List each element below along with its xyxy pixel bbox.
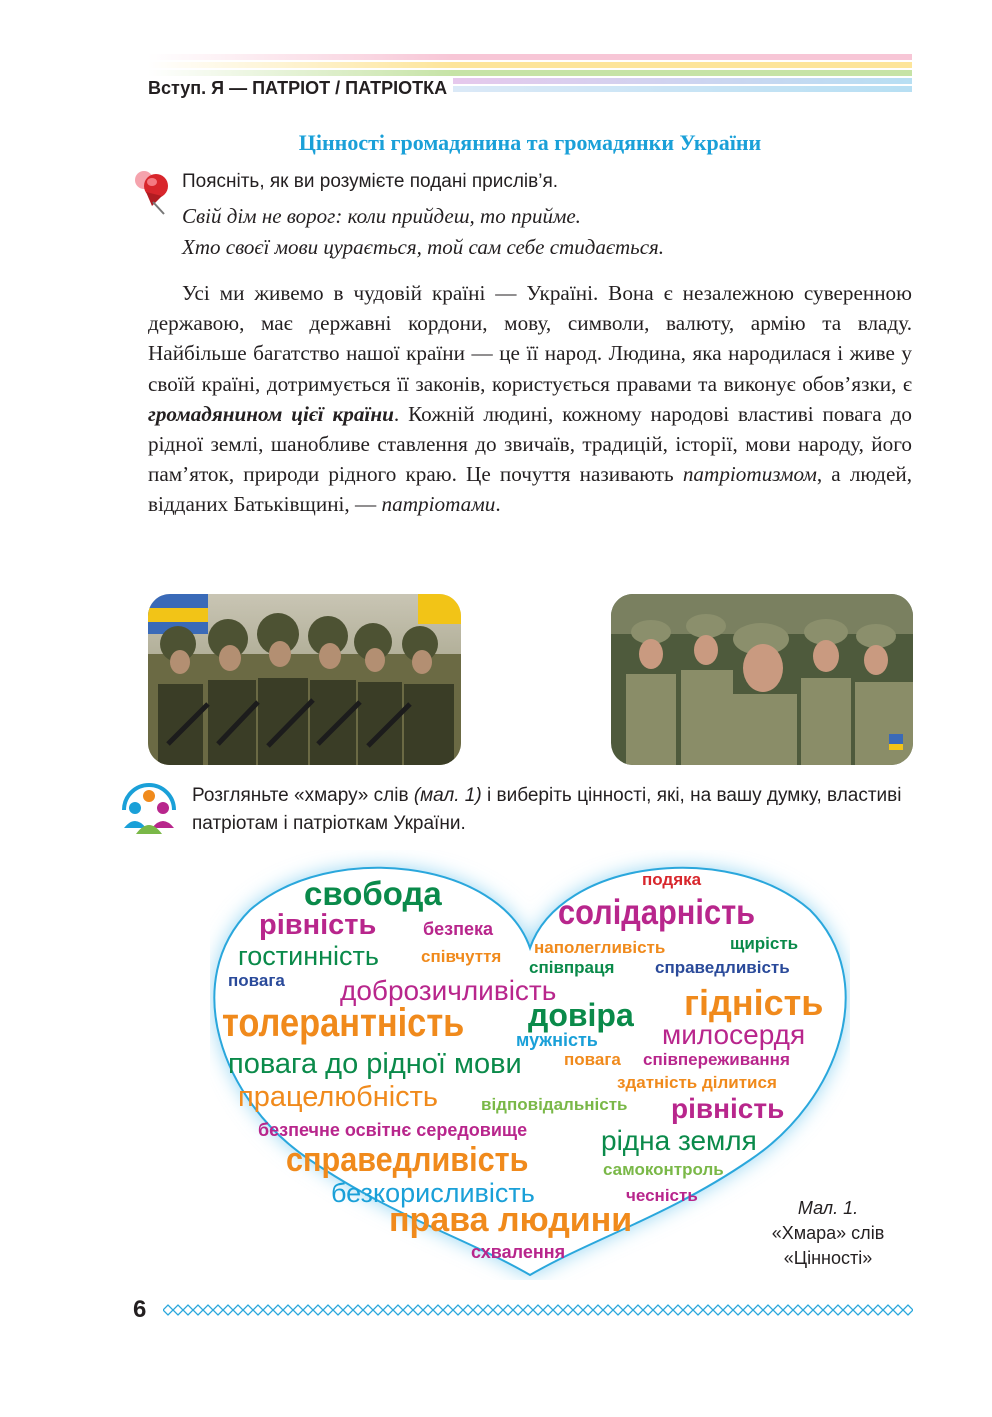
chapter-header: Вступ. Я — ПАТРІОТ / ПАТРІОТКА [148, 78, 453, 99]
cloud-word: повага до рідної мови [228, 1048, 522, 1080]
caption-line: «Хмара» слів [771, 1223, 885, 1243]
figure-caption [752, 1196, 904, 1271]
cloud-word: доброзичливість [340, 975, 557, 1006]
cloud-word: здатність ділитися [617, 1073, 777, 1092]
cloud-word: рівність [259, 909, 377, 941]
cloud-word: гостинність [238, 941, 379, 971]
cloud-word: довіра [528, 997, 634, 1033]
cloud-word: справедливість [286, 1141, 529, 1179]
cloud-word: повага [564, 1050, 621, 1069]
task2-instruction: Розгляньте «хмару» слів (мал. 1) і виберіть цінності, які, на вашу думку, властиві патріотам і патріоткам України. [192, 785, 902, 834]
cloud-word: безпечне освітнє середовище [258, 1120, 528, 1140]
page-number: 6 [133, 1296, 147, 1323]
pushpin-icon [132, 166, 176, 218]
cloud-word: свобода [304, 875, 442, 912]
cloud-word: безкорисливість [331, 1178, 535, 1208]
caption-line: «Цінності» [783, 1248, 873, 1268]
caption-line: Мал. 1. [797, 1198, 859, 1218]
cloud-word: самоконтроль [603, 1160, 724, 1179]
cloud-word: рідна земля [601, 1125, 757, 1156]
cloud-word: відповідальність [481, 1095, 628, 1114]
cloud-word: наполегливість [534, 938, 666, 957]
section-title: Цінності громадянина та громадянки України [298, 130, 762, 155]
cloud-word: схвалення [471, 1242, 566, 1262]
decorative-zigzag-line [163, 1303, 913, 1317]
cloud-word: милосердя [662, 1019, 806, 1050]
cloud-word: безпека [423, 919, 493, 939]
group-work-icon [118, 780, 180, 840]
cloud-word: мужність [516, 1030, 598, 1050]
soldiers-marching-photo [148, 594, 461, 765]
cloud-word: чесність [626, 1186, 698, 1205]
task-instruction: Поясніть, як ви розумієте подані прислів’я. [182, 171, 559, 192]
cloud-word: подяка [642, 870, 702, 889]
cloud-word: співпраця [529, 958, 615, 977]
cloud-word: права людини [389, 1201, 633, 1239]
proverb-1: Свій дім не ворог: коли прийдеш, то прийме. [182, 204, 581, 228]
main-paragraph: Усі ми живемо в чудовій країні — Україні. Вона є незалежною суверенною державою, має державні кордони, мову, символи, валюту, армію та владу. Найбільше багатство нашої країни — це її народ. Людина, яка народилася і живе у своїй країні, дотримується її законів, користується правами та виконує обов’язки, є громадянином цієї країни. Кожній людині, кожному народові властиві повага до рідної землі, шанобливе ставлення до звичаїв, традицій, історії, мови народу, його пам’яток, природи рідного краю. Це почуття називають патріотизмом, а людей, відданих Батьківщині, — патріотами. [148, 281, 912, 517]
cloud-word: повага [228, 971, 285, 990]
cloud-word: толерантність [222, 1001, 465, 1045]
cloud-word: рівність [671, 1093, 785, 1124]
proverb-2: Хто своєї мови цурається, той сам себе стидається. [182, 235, 665, 259]
cloud-word: співчуття [421, 947, 502, 966]
cloud-word: справедливість [655, 958, 790, 977]
cloud-word: працелюбність [238, 1081, 439, 1113]
cloud-word: щирість [730, 934, 799, 953]
cloud-word: солідарність [558, 893, 756, 932]
cloud-word: гідність [684, 982, 824, 1023]
female-soldiers-photo [611, 594, 913, 765]
cloud-word: співпереживання [643, 1050, 790, 1069]
